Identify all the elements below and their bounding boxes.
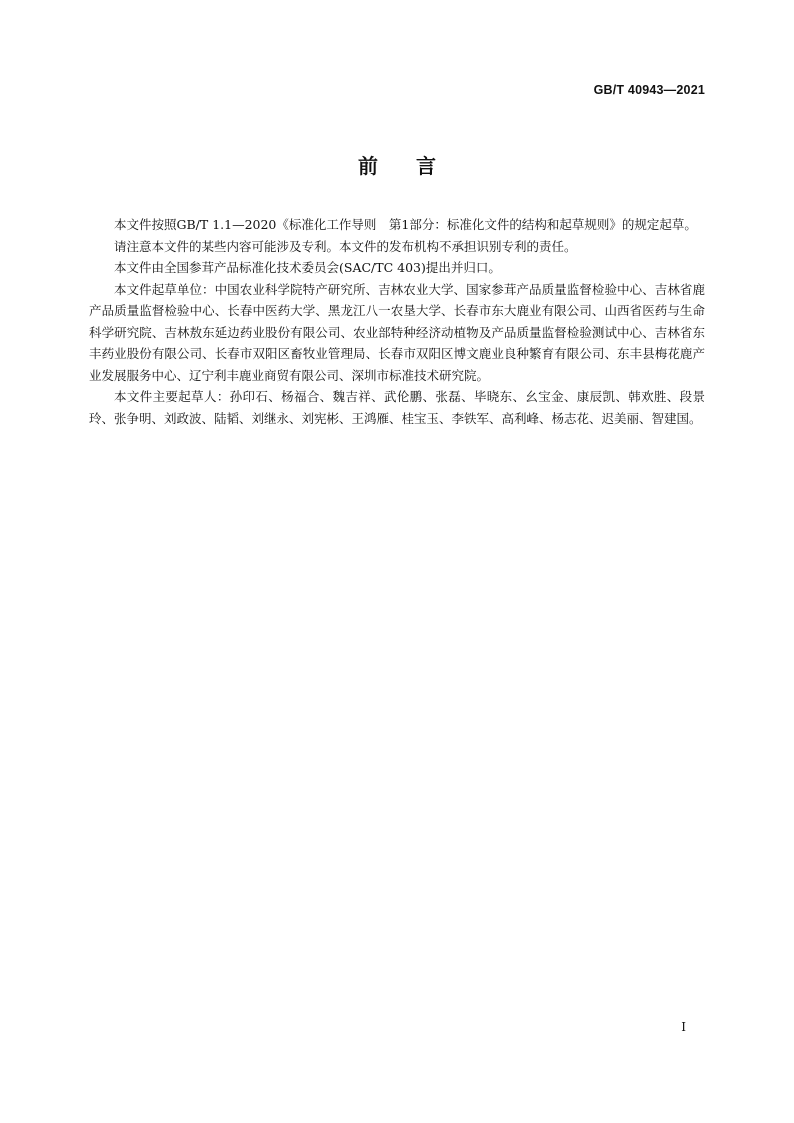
paragraph-drafting-units: 本文件起草单位：中国农业科学院特产研究所、吉林农业大学、国家参茸产品质量监督检验中心、吉林省鹿产品质量监督检验中心、长春中医药大学、黑龙江八一农垦大学、长春市东大鹿业有限公司、山西省医药与生命科学研究院、吉林敖东延边药业股份有限公司、农业部特种经济动植物及产品质量监督检验测试中心、吉林省东丰药业股份有限公司、长春市双阳区畜牧业管理局、长春市双阳区博文鹿业良种繁育有限公司、东丰县梅花鹿产业发展服务中心、辽宁利丰鹿业商贸有限公司、深圳市标准技术研究院。 (89, 281, 705, 383)
paragraph-patent-notice: 请注意本文件的某些内容可能涉及专利。本文件的发布机构不承担识别专利的责任。 (114, 238, 577, 254)
paragraph-drafters: 本文件主要起草人：孙印石、杨福合、魏吉祥、武伦鹏、张磊、毕晓东、幺宝金、康辰凯、韩欢胜、段景玲、张争明、刘政波、陆韬、刘继永、刘宪彬、王鸿雁、桂宝玉、李铁军、高利峰、杨志花、迟美丽、智建国。 (89, 389, 705, 426)
page-number: I (681, 1020, 686, 1034)
foreword-body (89, 214, 705, 429)
standard-code: GB/T 40943—2021 (593, 83, 705, 97)
paragraph-proposer: 本文件由全国参茸产品标准化技术委员会(SAC/TC 403)提出并归口。 (114, 260, 501, 275)
page-title: 前言 (358, 154, 474, 178)
paragraph-drafting-rules: 本文件按照GB/T 1.1—2020《标准化工作导则 第1部分：标准化文件的结构和起草规则》的规定起草。 (114, 217, 697, 232)
